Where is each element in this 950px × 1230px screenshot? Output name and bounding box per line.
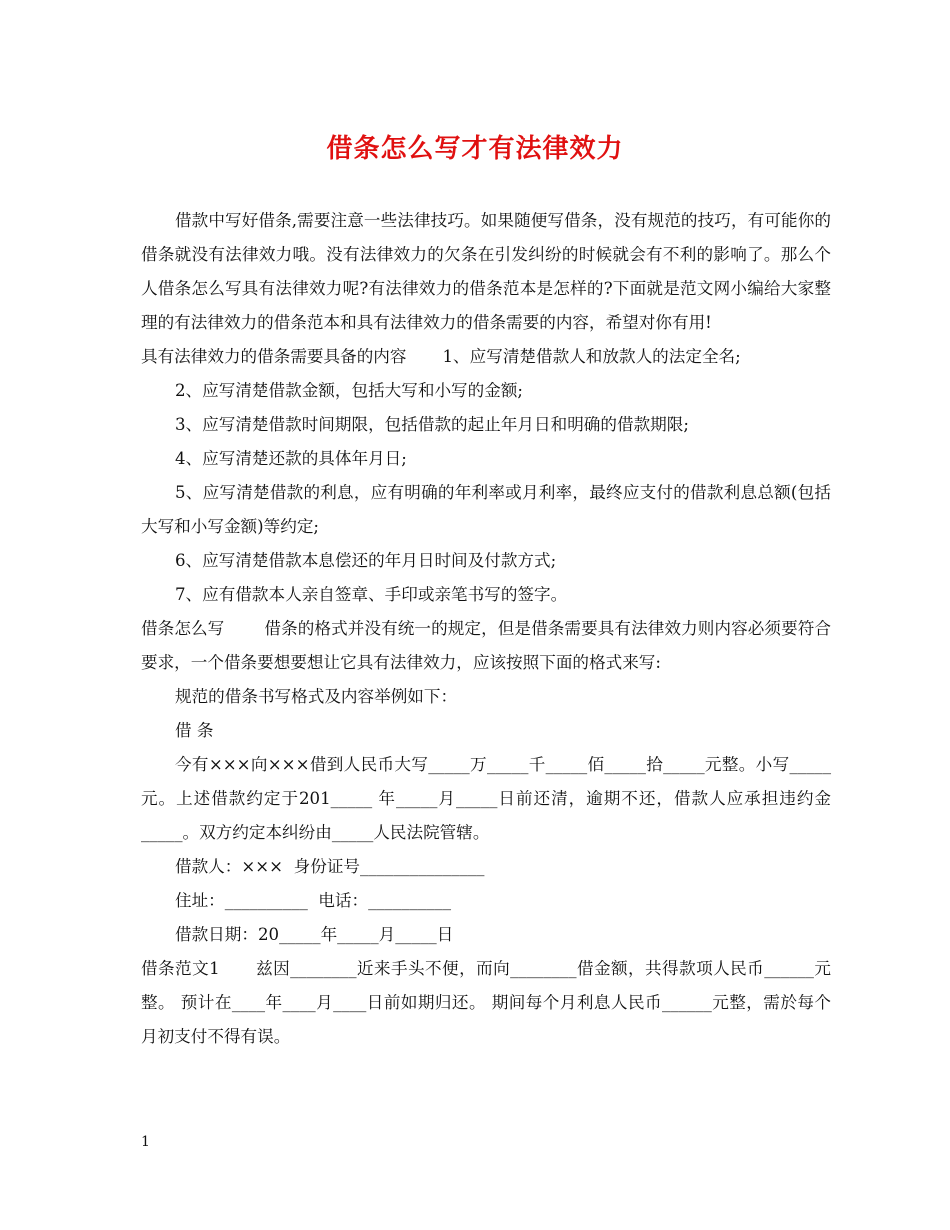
sample1-paragraph	[141, 952, 831, 1054]
requirement-item: 6、应写清楚借款本息偿还的年月日时间及付款方式;	[175, 551, 557, 570]
requirement-item: 5、应写清楚借款的利息，应有明确的年利率或月利率，最终应支付的借款利息总额(包括大写和小写金额)等约定;	[141, 483, 831, 536]
requirement-item: 7、应有借款本人亲自签章、手印或亲笔书写的签字。	[175, 585, 568, 604]
intro-paragraph: 借款中写好借条,需要注意一些法律技巧。如果随便写借条，没有规范的技巧，有可能你的借条就没有法律效力哦。没有法律效力的欠条在引发纠纷的时候就会有不利的影响了。那么个人借条怎么写具有法律效力呢?有法律效力的借条范本是怎样的?下面就是范文网小编给大家整理的有法律效力的借条范本和具有法律效力的借条需要的内容，希望对你有用!	[141, 211, 831, 332]
requirement-item: 2、应写清楚借款金额，包括大写和小写的金额;	[175, 381, 524, 400]
requirement-item: 1、应写清楚借款人和放款人的法定全名;	[442, 347, 741, 366]
requirement-item: 4、应写清楚还款的具体年月日;	[175, 449, 407, 468]
section-requirements-heading: 具有法律效力的借条需要具备的内容	[141, 347, 407, 366]
note-body: 今有×××向×××借到人民币大写_____万_____千_____佰_____拾_____元整。小写_____元。上述借款约定于201_____ 年_____月_____日前还清，逾期不还，借款人应承担违约金_____。双方约定本纠纷由_____人民法院管辖。	[141, 755, 831, 842]
format-intro: 规范的借条书写格式及内容举例如下：	[175, 687, 458, 706]
section-how-to-write-heading: 借条怎么写	[141, 619, 225, 638]
sample1-body: 兹因________近来手头不便，而向________借金额，共得款项人民币______元整。 预计在____年____月____日前如期归还。 期间每个月利息人民币______元整，需於每个月初支付不得有误。	[141, 959, 832, 1046]
note-title: 借 条	[175, 721, 214, 740]
note-date-line: 借款日期：20_____年_____月_____日	[175, 925, 454, 944]
section-how-to-write-lead: 借条的格式并没有统一的规定，但是借条需要具有法律效力则内容必须要符合要求，一个借条要想要想让它具有法律效力，应该按照下面的格式来写:	[141, 619, 832, 672]
section-requirements-heading-row	[141, 340, 831, 374]
document-body	[141, 204, 831, 1054]
page-number: 1	[141, 1134, 150, 1150]
requirement-item: 3、应写清楚借款时间期限，包括借款的起止年月日和明确的借款期限;	[175, 415, 689, 434]
note-address-line: 住址：__________ 电话：__________	[175, 891, 452, 910]
section-how-to-write-paragraph	[141, 612, 831, 680]
sample1-heading: 借条范文1	[141, 959, 220, 978]
document-title: 借条怎么写才有法律效力	[326, 134, 624, 164]
note-borrower-line: 借款人：××× 身份证号_______________	[175, 857, 485, 876]
